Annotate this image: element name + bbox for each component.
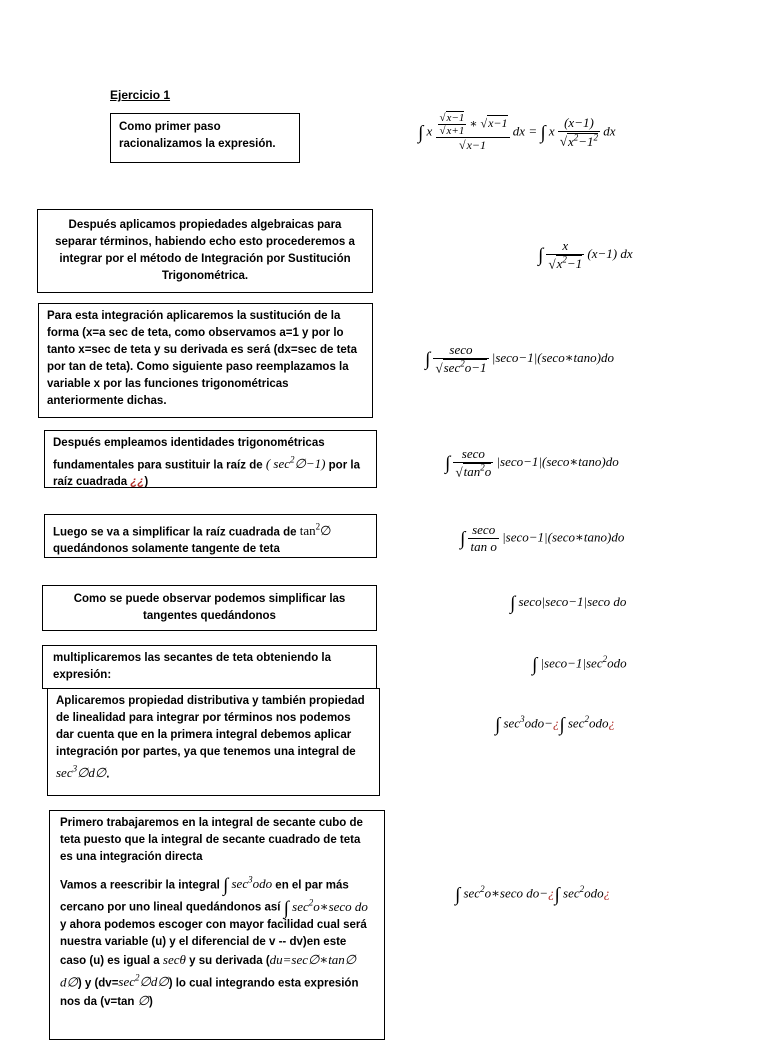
equation-6: ∫ seco|seco−1|seco do <box>510 593 627 614</box>
step-7-box <box>42 645 377 689</box>
step-9-box <box>49 810 385 1040</box>
exercise-heading: Ejercicio 1 <box>110 88 171 102</box>
step-3-text: Para esta integración aplicaremos la sustitución de la forma (x=a sec de teta, como observamos a=1 y por lo tanto x=sec de teta y su derivada es será (dx=sec de teta por tan de teta). Como siguiente paso reemplazamos la variable x por las funciones trigonométricas anteriormente dichas. <box>47 310 358 407</box>
step-7-text: multiplicaremos las secantes de teta obteniendo la expresión: <box>53 652 332 681</box>
step-4-text-b: por la raíz cuadrada <box>53 459 360 489</box>
step-2-text: Después aplicamos propiedades algebraicas para separar términos, habiendo echo esto procederemos a integrar por el método de Integración por Sustitución Trigonométrica. <box>55 219 355 282</box>
equation-1: ∫ x $\frac{√x-1}{√x+1}$ ∗ √x−1 √x−1 dx = ∫ x $\frac{(x-1)}{√x^2-1^2}$ dx <box>418 112 616 152</box>
step-4-text-a: Después empleamos identidades trigonométricas fundamentales para sustituir la raíz de <box>53 437 325 472</box>
equation-3: ∫ $\frac{\sec o}{√\sec^2o-1}$ |seco−1|(seco∗tano)do <box>425 342 614 376</box>
step-8-text-a: Aplicaremos propiedad distributiva y también propiedad de linealidad para integrar por términos nos podemos dar cuenta que en la primera integral debemos aplicar integración por partes, ya que tenemos una integral de <box>56 695 365 758</box>
step-5-text-a: Luego se va a simplificar la raíz cuadrada de <box>53 526 297 539</box>
step-2-box <box>37 209 373 293</box>
step-6-box <box>42 585 377 631</box>
step-1-text: Como primer paso racionalizamos la expresión. <box>119 121 276 150</box>
equation-9: ∫ $\sec^2o∗\sec o$ do−¿∫ $\sec^2odo¿$ <box>455 884 611 906</box>
step-4-box: Después empleamos identidades trigonométricas fundamentales para sustituir la raíz de ( $\sec^2\emptyset-1$) por la raíz cuadrada ¿¿) <box>44 430 377 488</box>
equation-2: ∫ $\frac{x}{√x^2-1}$ (x−1) dx <box>538 238 633 272</box>
step-9-paragraph-1: Primero trabajaremos en la integral de secante cubo de teta puesto que la integral de secante cuadrado de teta es una integración directa <box>60 817 363 863</box>
step-6-text: Como se puede observar podemos simplificar las tangentes quedándonos <box>73 593 346 622</box>
equation-4: ∫ $\frac{\sec o}{√\tan^2o}$ |seco−1|(seco∗tano)do <box>445 446 619 480</box>
equation-8: ∫ $\sec^3odo-¿\int$ $\sec^2odo¿$ <box>495 714 615 736</box>
step-5-text-b: quedándonos solamente tangente de teta <box>53 543 280 556</box>
equation-5: ∫ $\frac{\sec o}{\text{tan o}}$ |seco−1|(seco∗tano)do <box>460 522 625 554</box>
step-8-box: Aplicaremos propiedad distributiva y también propiedad de linealidad para integrar por términos nos podemos dar cuenta que en la primera integral debemos aplicar integración por partes, ya que tenemos una integral de $\sec^3\emptyset d\emptyset$. <box>47 688 380 796</box>
step-9-paragraph-2: Vamos a reescribir la integral ∫ $\sec^3odo$ en el par más cercano por uno lineal quedándonos así ∫ $\sec^2o∗\sec o$ do y ahora podemos escoger con mayor facilidad cual será nuestra variable (u) y el diferencial de v -- dv)en este caso (u) es igual a secθ y su derivada (du=sec∅∗tan∅ d∅) y $(dv=\sec^2\emptyset d\emptyset)$ lo cual integrando esta expresión nos da (v=tan ∅) <box>60 875 368 1008</box>
step-5-box: Luego se va a simplificar la raíz cuadrada de $\tan^2\emptyset$ quedándonos solamente tangente de teta <box>44 514 377 558</box>
equation-7: ∫ $|\sec o-1|\sec^2odo$ <box>532 654 627 676</box>
step-1-box <box>110 113 300 163</box>
step-3-box <box>38 303 373 418</box>
